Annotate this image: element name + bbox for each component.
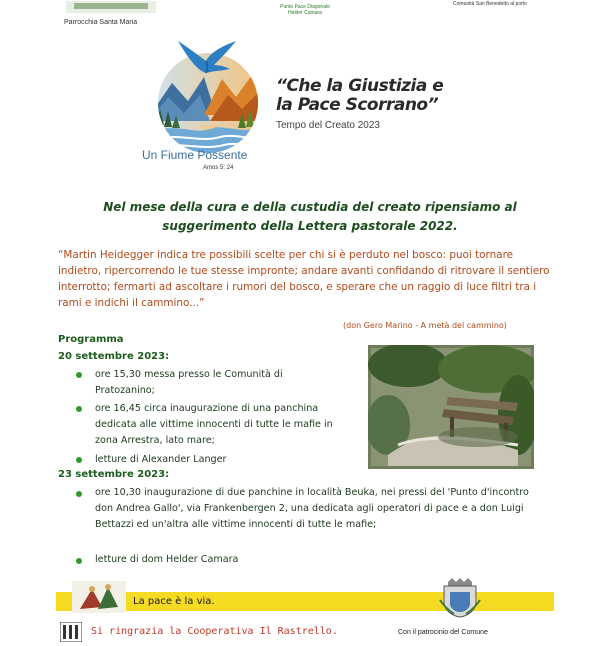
parish-name: Parrocchia Santa Maria (64, 19, 138, 26)
event-title (276, 77, 443, 115)
bullet-icon (76, 457, 82, 463)
day2-date: 23 settembre 2023: (58, 469, 170, 480)
intro-line-1: Nel mese della cura e della custudia del creato ripensiamo al (103, 200, 517, 214)
motto: La pace è la via. (133, 596, 215, 607)
intro-text (60, 198, 560, 236)
quote-source: (don Gero Marino - A metà del cammino) (343, 321, 507, 330)
day1-item-2: ore 16,45 circa inaugurazione di una panchina dedicata alle vittime innocenti di tutte le mafie in zona Arrestra, lato mare; (95, 403, 333, 446)
logo-reference: Amos 5: 24 (203, 165, 234, 171)
thanks-line: Si ringrazia la Cooperativa Il Rastrello. (91, 626, 338, 637)
heidegger-quote: “Martin Heidegger indica tre possibili scelte per chi si è perduto nel bosco: puoi tornare indietro, ripercorrendo le tue stesse impronte; andare avanti confidando di ritrovare il sentiero interrotto; fermarti ad ascoltare i rumori del bosco, e sperare che un raggio di luce filtri tra i rami e indichi il cammino...” (58, 249, 550, 309)
day2-item-2: letture di dom Helder Camara (95, 554, 239, 565)
comunita-caption: Comunità San Benedetto al porto (453, 1, 527, 7)
bullet-icon (76, 372, 82, 378)
partner-logo-left (66, 0, 156, 14)
logo-caption: Un Fiume Possente (142, 148, 248, 162)
patronage-line: Con il patrocinio del Comune (398, 629, 488, 636)
bullet-icon (76, 406, 82, 412)
day1-date: 20 settembre 2023: (58, 351, 170, 362)
peace-illustration (72, 581, 126, 613)
bullet-icon (76, 558, 82, 564)
punto-pace-logo (270, 0, 340, 18)
program-heading: Programma (58, 334, 124, 345)
rastrello-logo (60, 622, 82, 642)
punto-pace-caption-2: Helder Camara (288, 10, 322, 16)
day1-item-3: letture di Alexander Langer (95, 454, 227, 465)
event-title-line-2: la Pace Scorrano” (276, 95, 439, 115)
intro-line-2: suggerimento della Lettera pastorale 2022. (162, 219, 458, 233)
comunita-logo (440, 0, 540, 8)
bench-photo (368, 345, 534, 469)
event-subtitle: Tempo del Creato 2023 (276, 120, 380, 131)
day1-item-1: ore 15,30 messa presso le Comunità di Pratozanino; (95, 369, 283, 396)
day2-item-1: ore 10,30 inaugurazione di due panchine in località Beuka, nei pressi del 'Punto d'incontro don Andrea Gallo', via Frankenbergen 2, una dedicata agli operatori di pace e a don Luigi Bettazzi ed un'altra alle vittime innocenti di tutte le mafie; (95, 487, 529, 530)
comune-crest (438, 576, 482, 618)
event-title-line-1: “Che la Giustizia e (276, 76, 444, 96)
tempo-creato-logo (150, 35, 266, 155)
bullet-icon (76, 491, 82, 497)
punto-pace-caption-1: Punto Pace Diagonale (280, 4, 330, 10)
